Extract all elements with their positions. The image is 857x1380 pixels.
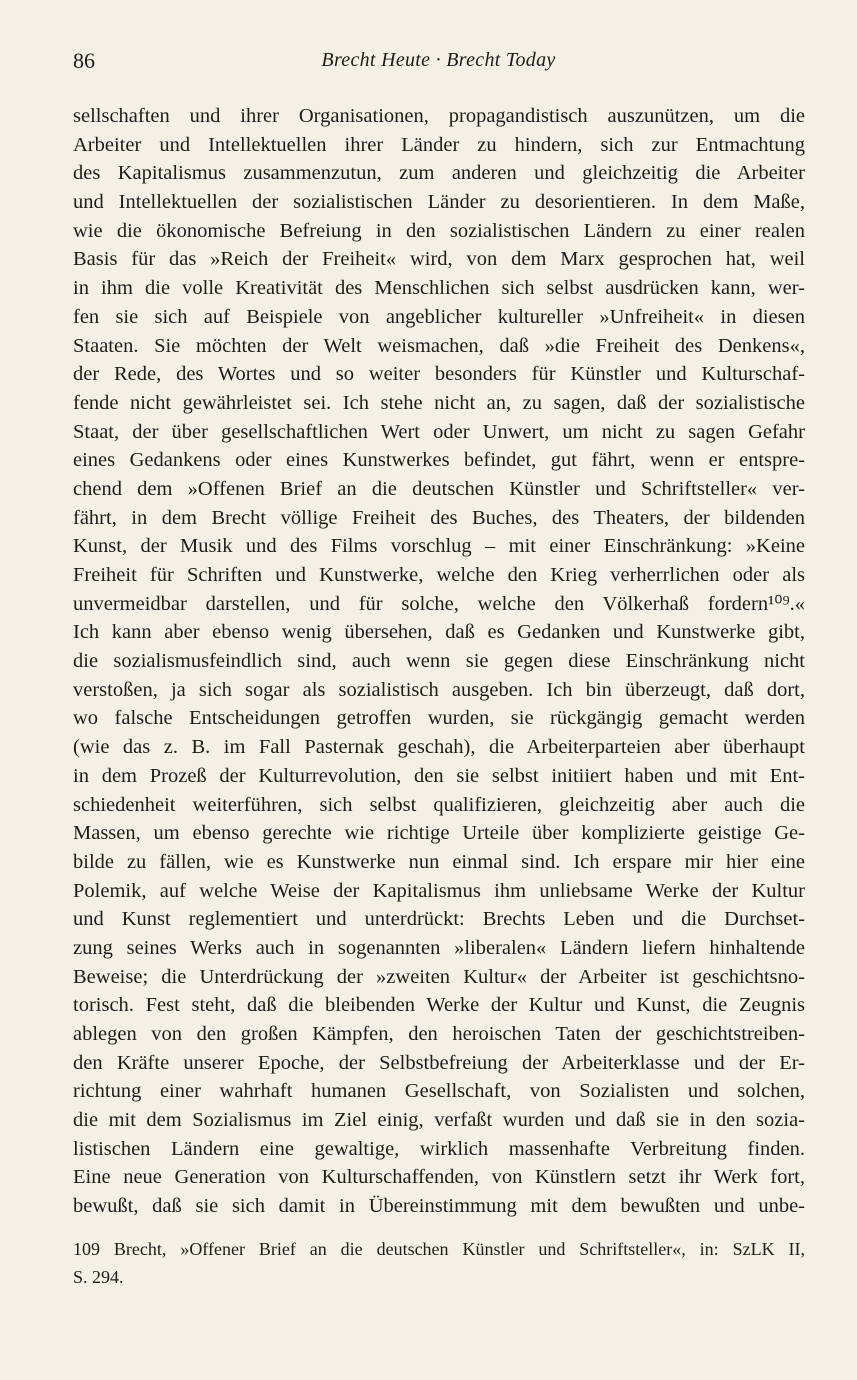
- body-line: Polemik, auf welche Weise der Kapitalismus ihm unliebsame Werke der Kultur: [73, 879, 805, 902]
- running-head: Brecht Heute · Brecht Today: [321, 49, 556, 71]
- body-line: torisch. Fest steht, daß die bleibenden Werke der Kultur und Kunst, die Zeugnis: [73, 994, 805, 1017]
- body-line: Basis für das »Reich der Freiheit« wird, von dem Marx gesprochen hat, weil: [73, 248, 805, 271]
- body-line: (wie das z. B. im Fall Pasternak geschah), die Arbeiterparteien aber überhaupt: [73, 736, 805, 759]
- body-line: die sozialismusfeindlich sind, auch wenn sie gegen diese Einschränkung nicht: [73, 650, 805, 673]
- body-line: listischen Ländern eine gewaltige, wirklich massenhafte Verbreitung finden.: [73, 1137, 805, 1160]
- body-line: die mit dem Sozialismus im Ziel einig, verfaßt wurden und daß sie in den sozia-: [73, 1109, 805, 1132]
- body-line: Freiheit für Schriften und Kunstwerke, welche den Krieg verherrlichen oder als: [73, 564, 805, 586]
- body-line: Eine neue Generation von Kulturschaffenden, von Künstlern setzt ihr Werk fort,: [73, 1166, 805, 1189]
- body-line: Staaten. Sie möchten der Welt weismachen, daß »die Freiheit des Denkens«,: [73, 334, 805, 357]
- body-line: Beweise; die Unterdrückung der »zweiten Kultur« der Arbeiter ist geschichtsno-: [73, 965, 805, 988]
- body-line: der Rede, des Wortes und so weiter besonders für Künstler und Kulturschaf-: [73, 363, 805, 386]
- body-line: richtung einer wahrhaft humanen Gesellschaft, von Sozialisten und solchen,: [73, 1080, 805, 1103]
- footnote-line: 109 Brecht, »Offener Brief an die deutschen Künstler und Schriftsteller«, in: SzLK II,: [73, 1239, 805, 1259]
- footnote-line: S. 294.: [73, 1267, 124, 1287]
- body-line: Arbeiter und Intellektuellen ihrer Länder zu hindern, sich zur Entmachtung: [73, 133, 805, 156]
- body-line: fende nicht gewährleistet sei. Ich stehe nicht an, zu sagen, daß der sozialistische: [73, 391, 805, 414]
- body-line: fährt, in dem Brecht völlige Freiheit des Buches, des Theaters, der bildenden: [73, 506, 805, 529]
- body-line: Ich kann aber ebenso wenig übersehen, daß es Gedanken und Kunstwerke gibt,: [73, 621, 805, 644]
- body-line: und Intellektuellen der sozialistischen Länder zu desorientieren. In dem Maße,: [73, 191, 805, 214]
- body-line: und Kunst reglementiert und unterdrückt: Brechts Leben und die Durchset-: [73, 908, 805, 931]
- body-line: fen sie sich auf Beispiele von angeblicher kultureller »Unfreiheit« in diesen: [73, 305, 805, 328]
- body-line: zung seines Werks auch in sogenannten »liberalen« Ländern liefern hinhaltende: [73, 936, 805, 959]
- body-text: [73, 102, 805, 1221]
- body-line: Massen, um ebenso gerechte wie richtige Urteile über komplizierte geistige Ge-: [73, 822, 805, 845]
- body-line: unvermeidbar darstellen, und für solche, welche den Völkerhaß fordern¹⁰⁹.«: [73, 592, 805, 615]
- body-line: den Kräfte unserer Epoche, der Selbstbefreiung der Arbeiterklasse und der Er-: [73, 1051, 805, 1074]
- body-line: in dem Prozeß der Kulturrevolution, den sie selbst initiiert haben und mit Ent-: [73, 764, 805, 787]
- body-line: bewußt, daß sie sich damit in Übereinstimmung mit dem bewußten und unbe-: [73, 1195, 805, 1218]
- body-line: des Kapitalismus zusammenzutun, zum anderen und gleichzeitig die Arbeiter: [73, 162, 805, 185]
- body-line: Kunst, der Musik und des Films vorschlug – mit einer Einschränkung: »Keine: [73, 535, 805, 558]
- body-line: verstoßen, ja sich sogar als sozialistisch ausgeben. Ich bin überzeugt, daß dort,: [73, 678, 805, 701]
- body-line: chend dem »Offenen Brief an die deutschen Künstler und Schriftsteller« ver-: [73, 477, 805, 500]
- body-line: wie die ökonomische Befreiung in den sozialistischen Ländern zu einer realen: [73, 219, 805, 242]
- footnote: [73, 1235, 805, 1291]
- body-line: Staat, der über gesellschaftlichen Wert oder Unwert, um nicht zu sagen Gefahr: [73, 420, 805, 443]
- body-line: wo falsche Entscheidungen getroffen wurden, sie rückgängig gemacht werden: [73, 707, 805, 730]
- body-line: sellschaften und ihrer Organisationen, propagandistisch auszunützen, um die: [73, 105, 805, 127]
- body-line: eines Gedankens oder eines Kunstwerkes befindet, gut fährt, wenn er entspre-: [73, 449, 805, 472]
- body-line: ablegen von den großen Kämpfen, den heroischen Taten der geschichtstreiben-: [73, 1023, 805, 1045]
- body-line: bilde zu fällen, wie es Kunstwerke nun einmal sind. Ich erspare mir hier eine: [73, 850, 805, 873]
- body-line: schiedenheit weiterführen, sich selbst qualifizieren, gleichzeitig aber auch die: [73, 793, 805, 816]
- body-line: in ihm die volle Kreativität des Menschlichen sich selbst ausdrücken kann, wer-: [73, 277, 805, 300]
- page-number: 86: [73, 48, 95, 73]
